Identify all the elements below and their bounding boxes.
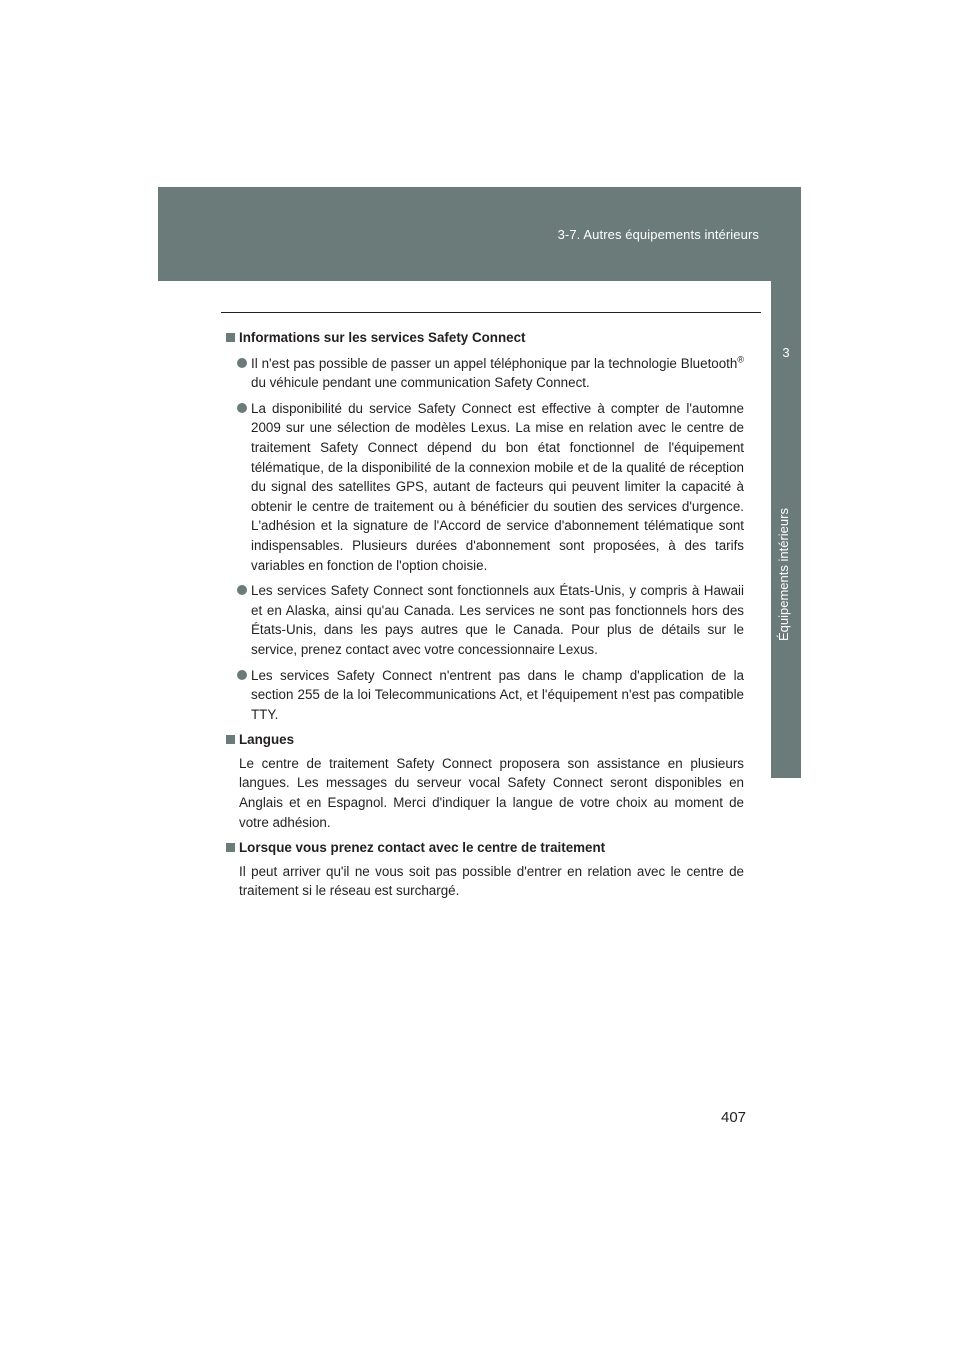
section-title: 3-7. Autres équipements intérieurs [557,227,759,242]
page-content [224,328,744,901]
square-bullet-icon [226,735,235,744]
square-bullet-icon [226,843,235,852]
section-paragraph: Il peut arriver qu'il ne vous soit pas possible d'entrer en relation avec le centre de traitement si le réseau est surchargé. [239,863,744,899]
square-bullet-icon [226,333,235,342]
chapter-label: Équipements intérieurs [776,508,791,641]
section-heading [224,730,744,750]
header-band [158,187,801,281]
section-heading-text: Informations sur les services Safety Connect [239,330,526,345]
section-heading-text: Lorsque vous prenez contact avec le centre de traitement [239,840,606,856]
section-paragraph: Le centre de traitement Safety Connect proposera son assistance en plusieurs langues. Les messages du serveur vocal Safety Connect seront disponibles en Anglais et en Espagnol. Merci d'indiquer la langue de votre choix au moment de votre adhésion. [239,755,744,830]
round-bullet-icon [237,585,247,595]
section-heading-text: Langues [239,732,295,748]
section-heading [224,328,744,348]
list-item [224,354,744,393]
list-item-text: Les services Safety Connect n'entrent pas dans le champ d'application de la section 255 de la loi Telecommunications Act, et l'équipement n'est pas compatible TTY. [251,667,744,722]
registered-mark: ® [737,354,744,365]
round-bullet-icon [237,403,247,413]
chapter-number: 3 [782,345,790,360]
list-item-text: La disponibilité du service Safety Connect est effective à compter de l'automne 2009 sur une sélection de modèles Lexus. La mise en relation avec le centre de traitement Safety Connect dépend du bon état fonctionnel de l'équipement télématique, de la disponibilité de la connexion mobile et de la qualité de réception du signal des satellites GPS, autant de facteurs qui peuvent limiter la capacité à obtenir le centre de traitement ou à bénéficier du soutien des services d'urgence. L'adhésion et la signature de l'Accord de service d'abonnement télématique sont indispensables. Plusieurs durées d'abonnement sont proposées, à des tarifs variables en fonction de l'option choisie. [251,400,744,573]
list-item [224,581,744,659]
section-heading [224,838,744,858]
list-item-text: Il n'est pas possible de passer un appel téléphonique par la technologie Bluetooth [251,355,738,371]
list-item [224,666,744,725]
page-number: 407 [721,1109,747,1126]
list-item [224,399,744,575]
list-item-text: Les services Safety Connect sont fonctionnels aux États-Unis, y compris à Hawaii et en Alaska, ainsi qu'au Canada. Les services ne sont pas fonctionnels hors des États-Unis, dans les pays autres que le Canada. Pour plus de détails sur le service, prenez contact avec votre concessionnaire Lexus. [251,583,744,657]
round-bullet-icon [237,670,247,680]
round-bullet-icon [237,358,247,368]
chapter-tab [771,281,801,778]
list-item-text: du véhicule pendant une communication Safety Connect. [251,375,590,391]
top-rule [221,312,761,313]
